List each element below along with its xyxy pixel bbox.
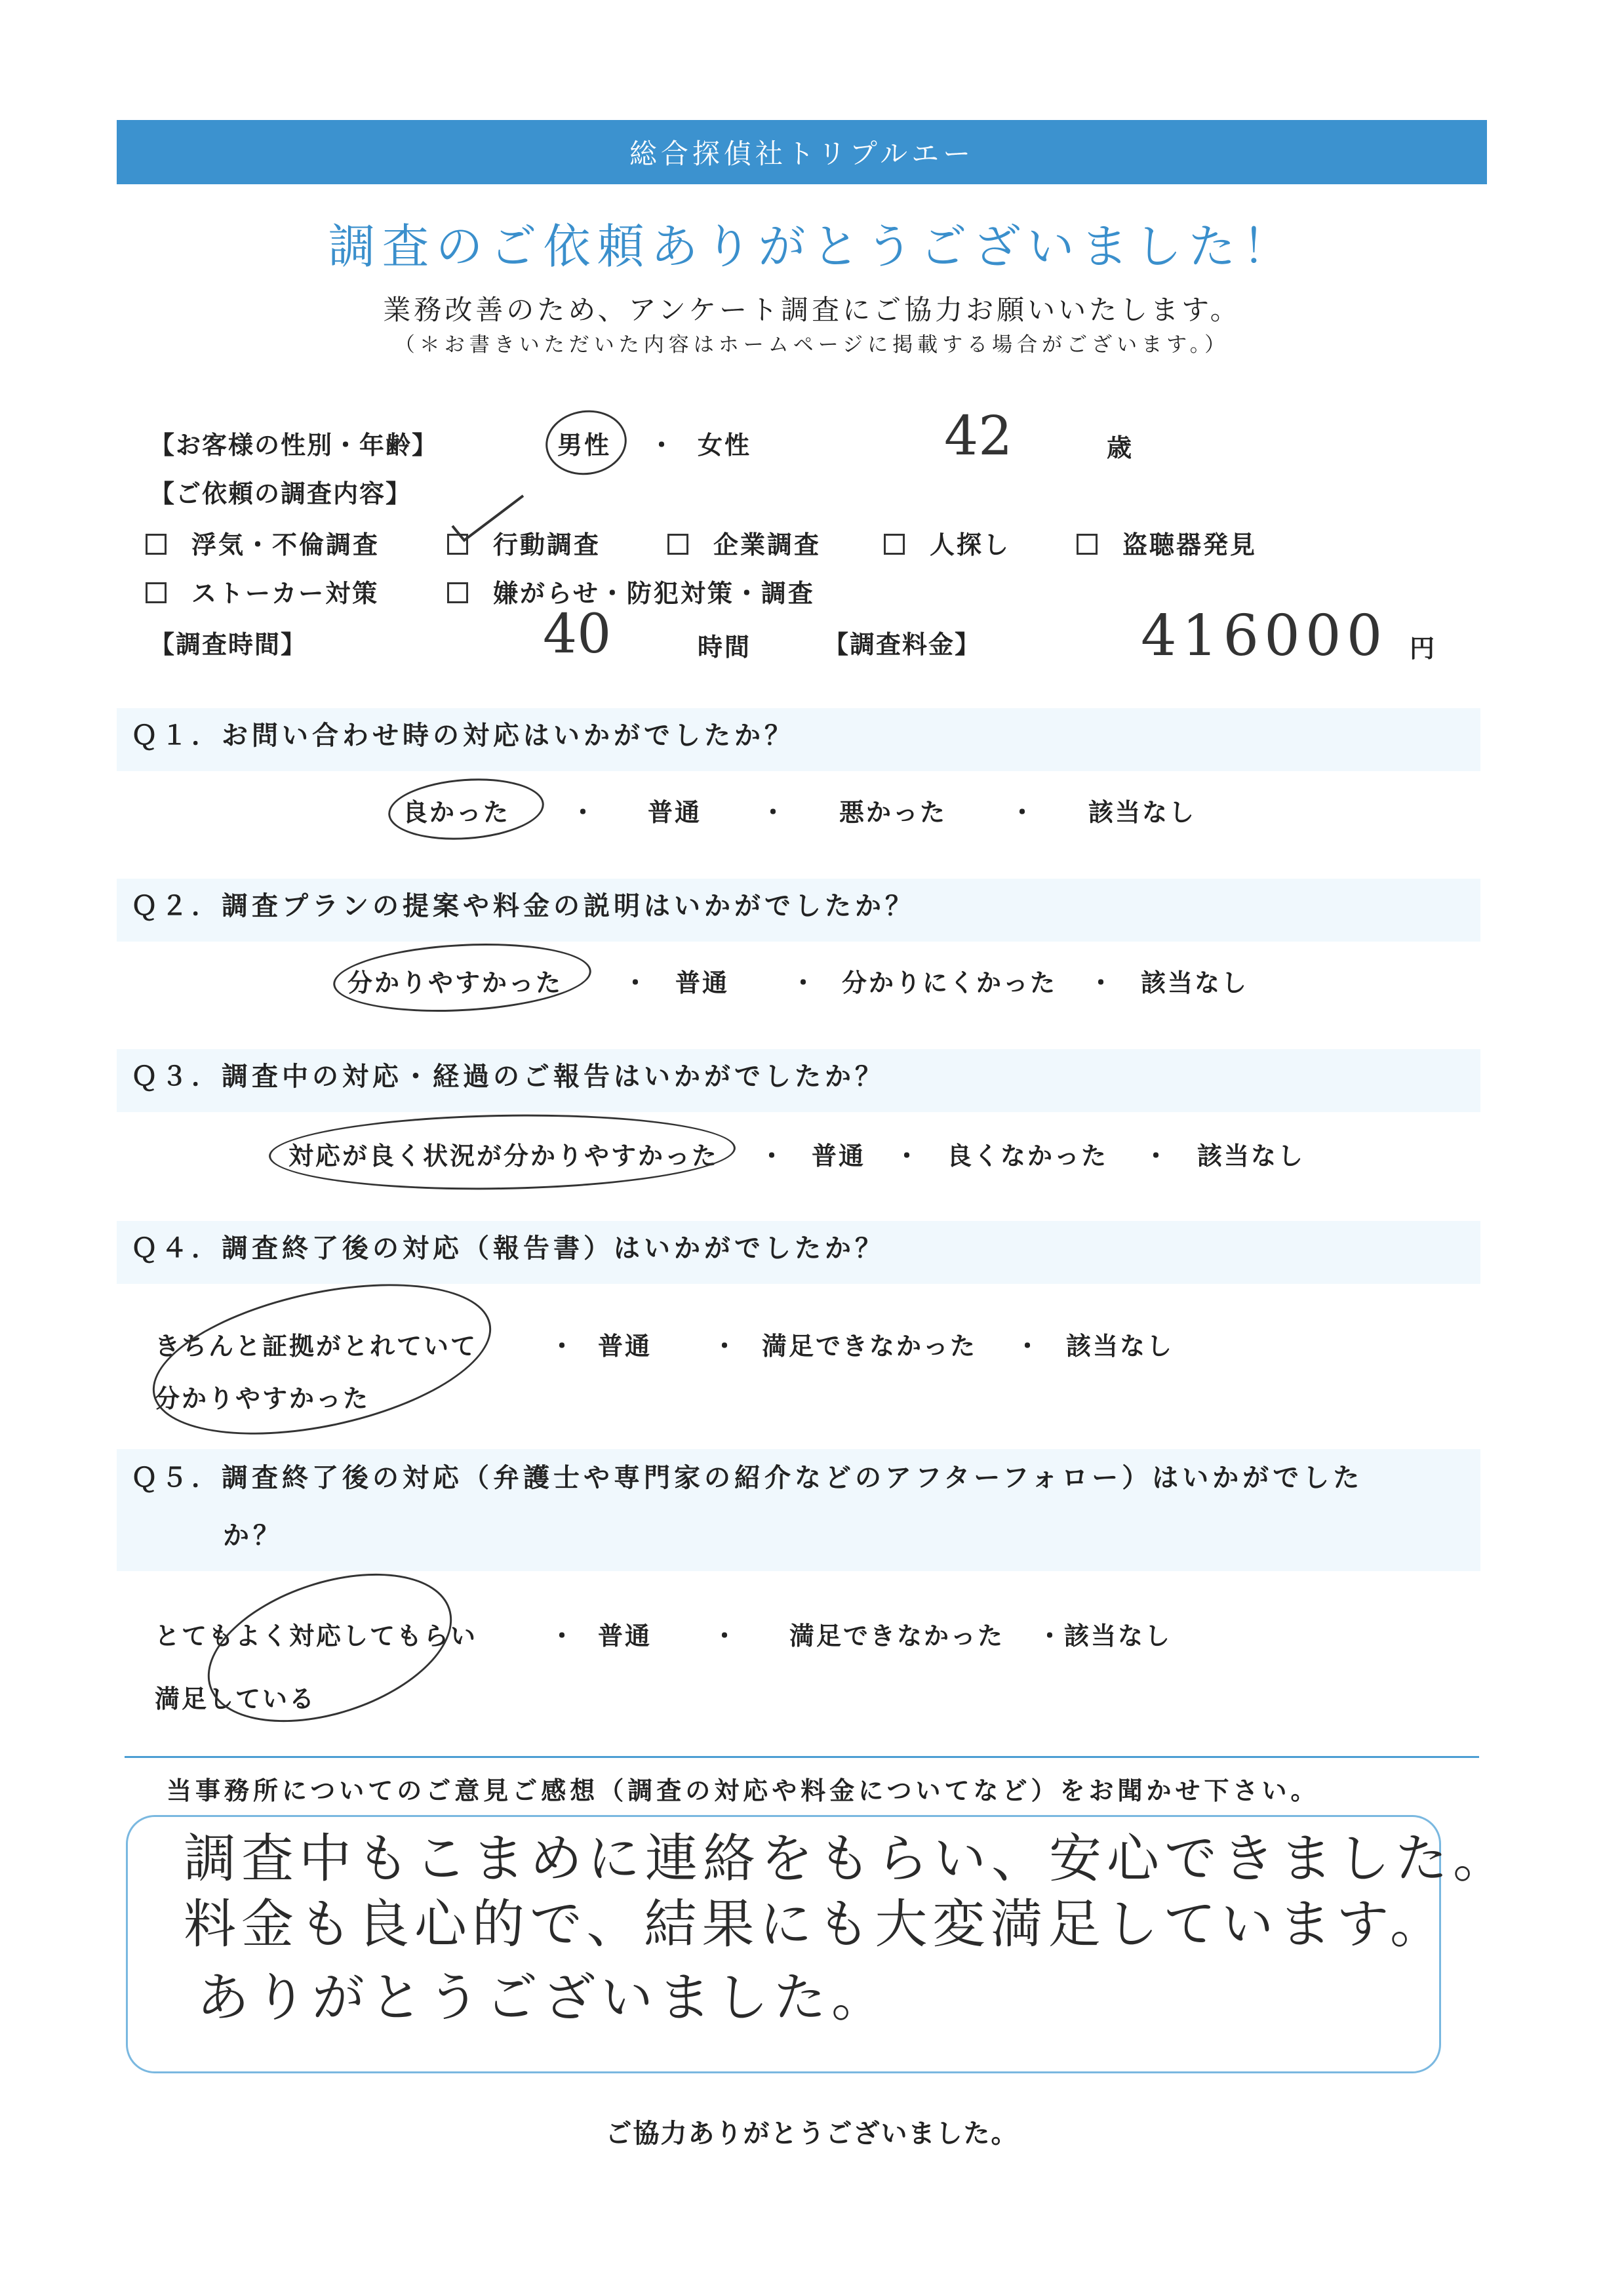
request-label: 【ご依頼の調査内容】 [149, 479, 412, 508]
gender-separator: ・ [649, 431, 677, 460]
q4-option-good-line1[interactable]: きちんと証拠がとれていて [155, 1332, 478, 1361]
q3-option-na[interactable]: 該当なし [1197, 1142, 1305, 1170]
customer-label: 【お客様の性別・年齢】 [149, 431, 439, 460]
q4-option-normal[interactable]: 普通 [598, 1332, 652, 1361]
q1-option-bad[interactable]: 悪かった [839, 798, 947, 827]
request-option-person-search[interactable]: 人探し [884, 525, 1010, 561]
q3-separator: ・ [1143, 1142, 1171, 1170]
time-label: 【調査時間】 [149, 630, 307, 659]
q3-option-normal[interactable]: 普通 [812, 1142, 866, 1170]
q2-option-normal[interactable]: 普通 [675, 968, 730, 997]
question-5-text-line1: Ｑ５．調査終了後の対応（弁護士や専門家の紹介などのアフターフォロー）はいかがでした [131, 1463, 1364, 1493]
q2-selection-circle [332, 938, 593, 1018]
q5-option-na[interactable]: ・該当なし [1037, 1622, 1172, 1650]
footer-thanks: ご協力ありがとうございました。 [605, 2119, 1019, 2149]
q1-option-normal[interactable]: 普通 [648, 798, 702, 827]
q3-option-bad[interactable]: 良くなかった [947, 1142, 1109, 1170]
gender-selection-circle [542, 405, 631, 480]
q4-selection-circle [139, 1258, 504, 1462]
request-option-corporate[interactable]: 企業調査 [667, 525, 821, 561]
q2-separator: ・ [623, 968, 650, 997]
notice-text: （＊お書きいただいた内容はホームページに掲載する場合がございます。） [394, 333, 1230, 357]
comment-line-1: 調査中もこまめに連絡をもらい、安心できました。 [184, 1828, 1511, 1889]
q1-separator: ・ [570, 798, 598, 827]
fee-label: 【調査料金】 [823, 630, 981, 659]
checkbox-icon[interactable] [1077, 534, 1098, 555]
comment-prompt: 当事務所についてのご意見ご感想（調査の対応や料金についてなど）をお聞かせ下さい。 [167, 1776, 1320, 1805]
q5-option-normal[interactable]: 普通 [598, 1622, 652, 1650]
checkbox-icon[interactable] [447, 582, 468, 603]
request-option-bug-detection[interactable]: 盗聴器発見 [1077, 525, 1257, 561]
question-3-text: Ｑ３．調査中の対応・経過のご報告はいかがでしたか？ [131, 1062, 885, 1092]
q1-separator: ・ [761, 798, 788, 827]
check-mark-icon [450, 493, 528, 546]
q2-option-na[interactable]: 該当なし [1141, 968, 1249, 997]
fee-value: 416000 [1141, 603, 1388, 669]
q1-separator: ・ [1010, 798, 1037, 827]
q5-selection-circle [189, 1546, 471, 1749]
q5-option-good-line1[interactable]: とてもよく対応してもらい [155, 1622, 478, 1650]
q2-separator: ・ [791, 968, 818, 997]
gender-female[interactable]: 女性 [698, 431, 752, 460]
time-unit: 時間 [698, 633, 752, 662]
q4-option-good-line2[interactable]: 分かりやすかった [155, 1384, 370, 1413]
age-value: 42 [944, 405, 1013, 468]
q3-separator: ・ [759, 1142, 787, 1170]
intro-text: 業務改善のため、アンケート調査にご協力お願いいたします。 [383, 294, 1241, 326]
q4-separator: ・ [712, 1332, 740, 1361]
q4-separator: ・ [549, 1332, 577, 1361]
time-value: 40 [543, 603, 612, 666]
age-unit: 歳 [1107, 433, 1134, 462]
page-title: 調査のご依頼ありがとうございました！ [328, 219, 1296, 274]
q3-separator: ・ [894, 1142, 922, 1170]
question-4-text: Ｑ４．調査終了後の対応（報告書）はいかがでしたか？ [131, 1233, 885, 1264]
q4-option-na[interactable]: 該当なし [1066, 1332, 1174, 1361]
q2-option-unclear[interactable]: 分かりにくかった [842, 968, 1058, 997]
q3-option-good[interactable]: 対応が良く状況が分かりやすかった [288, 1142, 719, 1170]
fee-unit: 円 [1410, 634, 1437, 663]
gender-male[interactable]: 男性 [557, 431, 612, 460]
q1-option-na[interactable]: 該当なし [1088, 798, 1197, 827]
request-option-stalker[interactable]: ストーカー対策 [146, 573, 379, 609]
comment-line-3: ありがとうございました。 [197, 1967, 889, 2028]
comment-line-2: 料金も良心的で、結果にも大変満足しています。 [184, 1894, 1448, 1955]
section-divider [125, 1756, 1479, 1758]
checkbox-icon[interactable] [146, 534, 167, 555]
q2-separator: ・ [1088, 968, 1116, 997]
q5-option-good-line2[interactable]: 満足している [155, 1685, 317, 1713]
request-option-infidelity[interactable]: 浮気・不倫調査 [146, 525, 380, 561]
q4-separator: ・ [1015, 1332, 1042, 1361]
q5-option-bad[interactable]: 満足できなかった [789, 1622, 1005, 1650]
question-5-text-line2: か？ [223, 1521, 283, 1551]
q5-separator: ・ [712, 1622, 740, 1650]
q4-option-bad[interactable]: 満足できなかった [762, 1332, 978, 1361]
checkbox-icon[interactable] [884, 534, 905, 555]
q3-selection-circle [268, 1111, 736, 1193]
request-option-behavior[interactable]: 行動調査 [447, 525, 601, 561]
question-1-text: Ｑ１．お問い合わせ時の対応はいかがでしたか？ [131, 721, 795, 751]
q1-option-good[interactable]: 良かった [403, 798, 511, 827]
q1-selection-circle [386, 774, 546, 845]
checkbox-icon[interactable] [146, 582, 167, 603]
request-option-harassment[interactable]: 嫌がらせ・防犯対策・調査 [447, 573, 815, 609]
q5-separator: ・ [549, 1622, 577, 1650]
company-header: 総合探偵社トリプルエー [117, 120, 1487, 184]
checkbox-icon[interactable] [667, 534, 688, 555]
q2-option-clear[interactable]: 分かりやすかった [347, 968, 563, 997]
question-2-text: Ｑ２．調査プランの提案や料金の説明はいかがでしたか？ [131, 891, 915, 921]
